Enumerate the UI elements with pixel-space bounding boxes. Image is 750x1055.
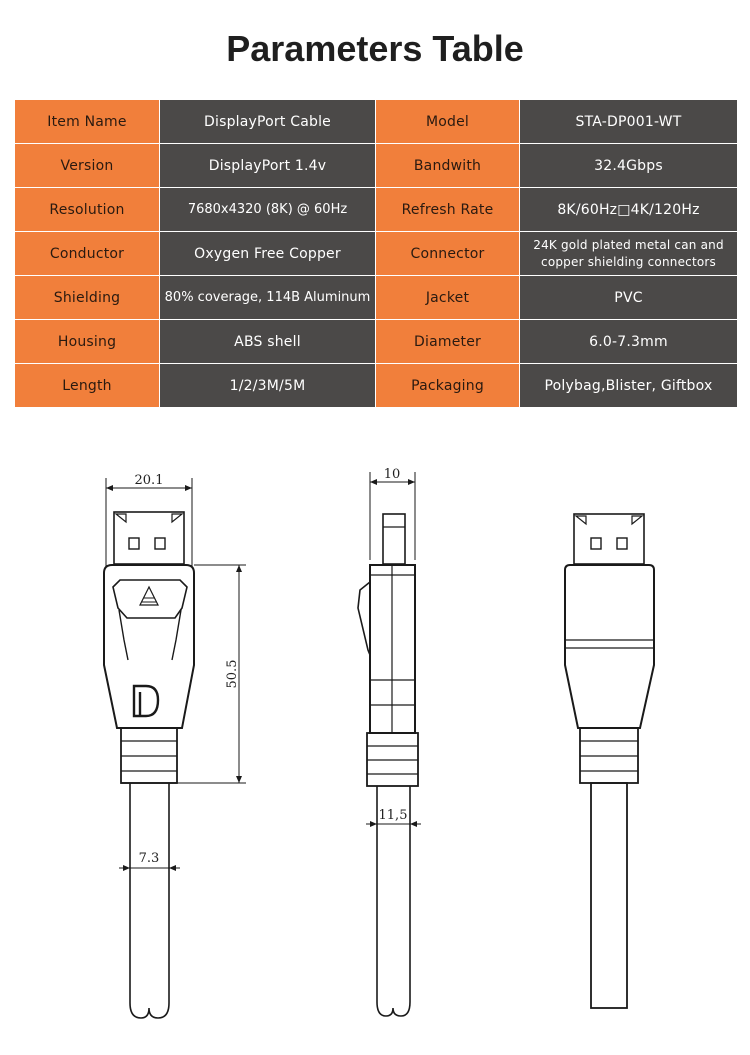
param-label: Shielding: [15, 276, 160, 320]
param-label: Item Name: [15, 100, 160, 144]
param-label: Version: [15, 144, 160, 188]
param-value: 8K/60Hz□4K/120Hz: [520, 188, 738, 232]
dimension-side-cable: 11,5: [378, 808, 408, 823]
param-label: Jacket: [376, 276, 520, 320]
param-label: Length: [15, 364, 160, 408]
param-label: Diameter: [376, 320, 520, 364]
page-title: Parameters Table: [226, 28, 524, 69]
param-value: Polybag,Blister, Giftbox: [520, 364, 738, 408]
param-label: Connector: [376, 232, 520, 276]
param-value: 6.0-7.3mm: [520, 320, 738, 364]
param-label: Housing: [15, 320, 160, 364]
param-value-line: 24K gold plated metal can and: [533, 237, 724, 252]
dimension-front-width: 20.1: [134, 473, 164, 488]
param-label: Packaging: [376, 364, 520, 408]
param-value: DisplayPort 1.4v: [160, 144, 376, 188]
param-value: ABS shell: [160, 320, 376, 364]
param-value: 7680x4320 (8K) @ 60Hz: [160, 188, 376, 232]
param-label: Conductor: [15, 232, 160, 276]
dimension-front-length: 50.5: [225, 659, 240, 689]
param-value: 1/2/3M/5M: [160, 364, 376, 408]
param-label: Model: [376, 100, 520, 144]
dimension-cable-diameter: 7.3: [138, 851, 160, 866]
param-value: 32.4Gbps: [520, 144, 738, 188]
param-value-line: copper shielding connectors: [541, 254, 716, 269]
dimension-side-width: 10: [383, 467, 401, 482]
param-label: Resolution: [15, 188, 160, 232]
param-label: Bandwith: [376, 144, 520, 188]
param-value: PVC: [520, 276, 738, 320]
param-value: STA-DP001-WT: [520, 100, 738, 144]
param-value: 80% coverage, 114B Aluminum: [160, 276, 376, 320]
param-label: Refresh Rate: [376, 188, 520, 232]
param-value: Oxygen Free Copper: [160, 232, 376, 276]
param-value: DisplayPort Cable: [160, 100, 376, 144]
